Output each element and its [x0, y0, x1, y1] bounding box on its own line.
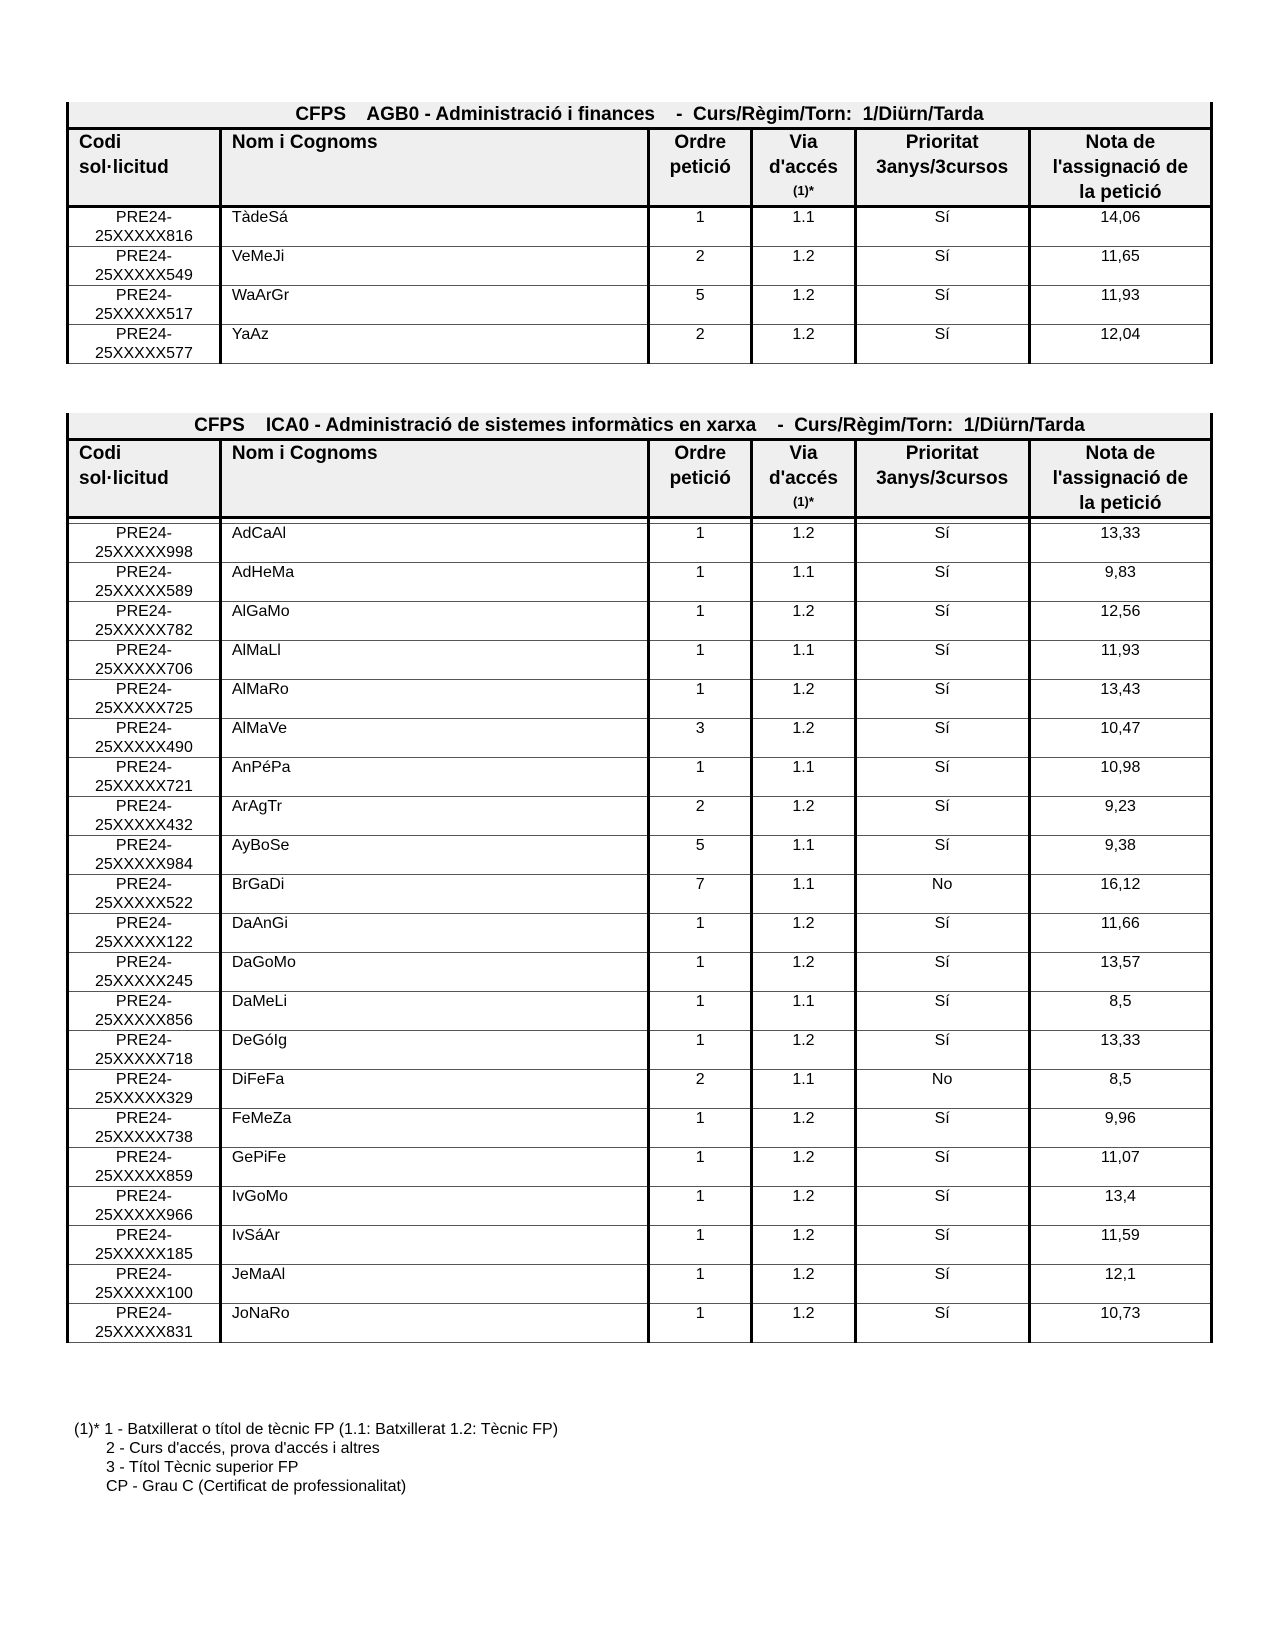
table-row: [68, 836, 1212, 875]
assignment-grade: 13,43: [1029, 680, 1211, 719]
request-order: 1: [649, 758, 752, 797]
assignment-grade: 11,93: [1029, 286, 1211, 325]
table-row: [68, 1070, 1212, 1109]
applicant-name: FeMeZa: [220, 1109, 648, 1148]
priority: Sí: [855, 1187, 1029, 1226]
request-code: PRE24- 25XXXXX122: [68, 914, 221, 953]
priority: Sí: [855, 1265, 1029, 1304]
applicant-name: AlMaRo: [220, 680, 648, 719]
request-order: 1: [649, 914, 752, 953]
request-code: PRE24- 25XXXXX706: [68, 641, 221, 680]
priority: Sí: [855, 602, 1029, 641]
col-header-order: Ordre petició: [649, 129, 752, 207]
table-row: [68, 602, 1212, 641]
table-row: [68, 641, 1212, 680]
access-route: 1.2: [752, 914, 855, 953]
priority: No: [855, 875, 1029, 914]
request-order: 1: [649, 1265, 752, 1304]
assignment-grade: 9,96: [1029, 1109, 1211, 1148]
assignment-grade: 11,66: [1029, 914, 1211, 953]
assignment-grade: 13,4: [1029, 1187, 1211, 1226]
table-row: [68, 992, 1212, 1031]
request-code: PRE24- 25XXXXX517: [68, 286, 221, 325]
table-title-row: [68, 102, 1212, 129]
access-route: 1.1: [752, 563, 855, 602]
table-title: CFPS AGB0 - Administració i finances - Curs/Règim/Torn: 1/Diürn/Tarda: [68, 102, 1212, 129]
table-row: [68, 247, 1212, 286]
applicant-name: AyBoSe: [220, 836, 648, 875]
table-title-row: [68, 413, 1212, 440]
request-code: PRE24- 25XXXXX984: [68, 836, 221, 875]
col-header-via: Via d'accés (1)*: [752, 129, 855, 207]
request-order: 5: [649, 836, 752, 875]
access-route: 1.2: [752, 719, 855, 758]
request-code: PRE24- 25XXXXX859: [68, 1148, 221, 1187]
col-header-grade: Nota de l'assignació de la petició: [1029, 440, 1211, 518]
request-code: PRE24- 25XXXXX549: [68, 247, 221, 286]
applicant-name: YaAz: [220, 325, 648, 364]
applicant-name: ArAgTr: [220, 797, 648, 836]
request-order: 1: [649, 1031, 752, 1070]
applicant-name: TàdeSá: [220, 207, 648, 247]
access-route: 1.2: [752, 1304, 855, 1343]
applicant-name: JeMaAl: [220, 1265, 648, 1304]
access-route: 1.2: [752, 797, 855, 836]
request-code: PRE24- 25XXXXX998: [68, 524, 221, 563]
assignment-grade: 12,04: [1029, 325, 1211, 364]
table-row: [68, 1187, 1212, 1226]
col-header-name: Nom i Cognoms: [220, 440, 648, 518]
request-order: 5: [649, 286, 752, 325]
priority: Sí: [855, 992, 1029, 1031]
assignment-grade: 11,59: [1029, 1226, 1211, 1265]
request-code: PRE24- 25XXXXX721: [68, 758, 221, 797]
access-route: 1.2: [752, 1187, 855, 1226]
access-route: 1.2: [752, 1109, 855, 1148]
priority: Sí: [855, 1148, 1029, 1187]
request-code: PRE24- 25XXXXX782: [68, 602, 221, 641]
request-code: PRE24- 25XXXXX185: [68, 1226, 221, 1265]
assignment-grade: 8,5: [1029, 1070, 1211, 1109]
request-order: 1: [649, 524, 752, 563]
priority: Sí: [855, 563, 1029, 602]
request-order: 2: [649, 247, 752, 286]
request-code: PRE24- 25XXXXX856: [68, 992, 221, 1031]
header-row: [68, 129, 1212, 207]
col-header-priority: Prioritat 3anys/3cursos: [855, 440, 1029, 518]
assignment-grade: 16,12: [1029, 875, 1211, 914]
table-row: [68, 1109, 1212, 1148]
priority: Sí: [855, 719, 1029, 758]
request-order: 2: [649, 1070, 752, 1109]
priority: Sí: [855, 524, 1029, 563]
table-row: [68, 524, 1212, 563]
priority: Sí: [855, 286, 1029, 325]
table-row: [68, 1226, 1212, 1265]
col-header-grade: Nota de l'assignació de la petició: [1029, 129, 1211, 207]
access-route: 1.1: [752, 992, 855, 1031]
request-order: 1: [649, 602, 752, 641]
access-route: 1.1: [752, 641, 855, 680]
col-header-code: Codi sol·licitud: [68, 129, 221, 207]
access-route: 1.2: [752, 953, 855, 992]
access-route: 1.2: [752, 602, 855, 641]
request-code: PRE24- 25XXXXX432: [68, 797, 221, 836]
priority: No: [855, 1070, 1029, 1109]
col-header-code: Codi sol·licitud: [68, 440, 221, 518]
footnote-line: 3 - Títol Tècnic superior FP: [106, 1459, 299, 1476]
request-order: 1: [649, 992, 752, 1031]
access-route: 1.2: [752, 1031, 855, 1070]
applicant-name: JoNaRo: [220, 1304, 648, 1343]
priority: Sí: [855, 914, 1029, 953]
applicant-name: DiFeFa: [220, 1070, 648, 1109]
access-route: 1.1: [752, 207, 855, 247]
request-order: 1: [649, 1148, 752, 1187]
assignment-grade: 13,33: [1029, 1031, 1211, 1070]
applicant-name: DaMeLi: [220, 992, 648, 1031]
table-row: [68, 875, 1212, 914]
request-order: 1: [649, 641, 752, 680]
request-order: 1: [649, 1187, 752, 1226]
request-order: 3: [649, 719, 752, 758]
request-code: PRE24- 25XXXXX100: [68, 1265, 221, 1304]
applicant-name: IvSáAr: [220, 1226, 648, 1265]
access-route: 1.2: [752, 247, 855, 286]
applicant-name: AlMaLl: [220, 641, 648, 680]
access-route: 1.2: [752, 680, 855, 719]
table-row: [68, 1304, 1212, 1343]
request-order: 1: [649, 1109, 752, 1148]
table-row: [68, 207, 1212, 247]
applicant-name: WaArGr: [220, 286, 648, 325]
footnote-line: CP - Grau C (Certificat de professionalitat): [106, 1478, 407, 1495]
request-code: PRE24- 25XXXXX522: [68, 875, 221, 914]
request-order: 7: [649, 875, 752, 914]
assignment-grade: 14,06: [1029, 207, 1211, 247]
applicant-name: DeGóIg: [220, 1031, 648, 1070]
access-route: 1.2: [752, 286, 855, 325]
applicant-name: AdCaAl: [220, 524, 648, 563]
assignment-grade: 11,93: [1029, 641, 1211, 680]
access-route: 1.2: [752, 1265, 855, 1304]
assignment-grade: 13,57: [1029, 953, 1211, 992]
request-order: 1: [649, 680, 752, 719]
table-agb0: [66, 102, 1213, 364]
footnote-line: (1)* 1 - Batxillerat o títol de tècnic FP (1.1: Batxillerat 1.2: Tècnic FP): [74, 1421, 559, 1438]
applicant-name: AlGaMo: [220, 602, 648, 641]
priority: Sí: [855, 953, 1029, 992]
table-row: [68, 1265, 1212, 1304]
assignment-grade: 9,23: [1029, 797, 1211, 836]
access-route: 1.1: [752, 875, 855, 914]
request-code: PRE24- 25XXXXX589: [68, 563, 221, 602]
table-title: CFPS ICA0 - Administració de sistemes informàtics en xarxa - Curs/Règim/Torn: 1/Diürn/Tarda: [68, 413, 1212, 440]
table-row: [68, 563, 1212, 602]
request-order: 1: [649, 563, 752, 602]
access-route: 1.1: [752, 1070, 855, 1109]
request-code: PRE24- 25XXXXX966: [68, 1187, 221, 1226]
priority: Sí: [855, 207, 1029, 247]
assignment-grade: 11,65: [1029, 247, 1211, 286]
applicant-name: VeMeJi: [220, 247, 648, 286]
col-header-priority: Prioritat 3anys/3cursos: [855, 129, 1029, 207]
applicant-name: BrGaDi: [220, 875, 648, 914]
table-ica0: [66, 413, 1213, 1343]
access-route: 1.2: [752, 1148, 855, 1187]
priority: Sí: [855, 758, 1029, 797]
applicant-name: IvGoMo: [220, 1187, 648, 1226]
col-header-via: Via d'accés (1)*: [752, 440, 855, 518]
priority: Sí: [855, 1226, 1029, 1265]
request-order: 2: [649, 797, 752, 836]
access-route: 1.2: [752, 524, 855, 563]
request-code: PRE24- 25XXXXX738: [68, 1109, 221, 1148]
request-order: 1: [649, 1304, 752, 1343]
assignment-grade: 10,73: [1029, 1304, 1211, 1343]
col-header-name: Nom i Cognoms: [220, 129, 648, 207]
table-row: [68, 286, 1212, 325]
assignment-grade: 10,47: [1029, 719, 1211, 758]
assignment-grade: 13,33: [1029, 524, 1211, 563]
access-route: 1.2: [752, 1226, 855, 1265]
header-row: [68, 440, 1212, 518]
request-code: PRE24- 25XXXXX725: [68, 680, 221, 719]
assignment-grade: 9,83: [1029, 563, 1211, 602]
assignment-grade: 11,07: [1029, 1148, 1211, 1187]
priority: Sí: [855, 836, 1029, 875]
request-code: PRE24- 25XXXXX245: [68, 953, 221, 992]
table-row: [68, 1031, 1212, 1070]
footnote: [74, 1420, 558, 1496]
request-order: 2: [649, 325, 752, 364]
priority: Sí: [855, 325, 1029, 364]
applicant-name: GePiFe: [220, 1148, 648, 1187]
applicant-name: AdHeMa: [220, 563, 648, 602]
priority: Sí: [855, 1031, 1029, 1070]
request-code: PRE24- 25XXXXX329: [68, 1070, 221, 1109]
priority: Sí: [855, 797, 1029, 836]
table-row: [68, 719, 1212, 758]
assignment-grade: 8,5: [1029, 992, 1211, 1031]
request-order: 1: [649, 1226, 752, 1265]
table-row: [68, 797, 1212, 836]
access-route: 1.1: [752, 758, 855, 797]
applicant-name: DaGoMo: [220, 953, 648, 992]
applicant-name: AnPéPa: [220, 758, 648, 797]
access-route: 1.2: [752, 325, 855, 364]
applicant-name: AlMaVe: [220, 719, 648, 758]
request-code: PRE24- 25XXXXX718: [68, 1031, 221, 1070]
access-route: 1.1: [752, 836, 855, 875]
applicant-name: DaAnGi: [220, 914, 648, 953]
table-row: [68, 1148, 1212, 1187]
priority: Sí: [855, 641, 1029, 680]
table-row: [68, 758, 1212, 797]
table-row: [68, 914, 1212, 953]
priority: Sí: [855, 680, 1029, 719]
request-code: PRE24- 25XXXXX490: [68, 719, 221, 758]
request-code: PRE24- 25XXXXX831: [68, 1304, 221, 1343]
assignment-grade: 10,98: [1029, 758, 1211, 797]
col-header-order: Ordre petició: [649, 440, 752, 518]
priority: Sí: [855, 1304, 1029, 1343]
assignment-grade: 12,1: [1029, 1265, 1211, 1304]
priority: Sí: [855, 247, 1029, 286]
footnote-line: 2 - Curs d'accés, prova d'accés i altres: [106, 1440, 380, 1457]
assignment-grade: 12,56: [1029, 602, 1211, 641]
table-row: [68, 953, 1212, 992]
request-order: 1: [649, 207, 752, 247]
request-code: PRE24- 25XXXXX577: [68, 325, 221, 364]
request-code: PRE24- 25XXXXX816: [68, 207, 221, 247]
priority: Sí: [855, 1109, 1029, 1148]
table-row: [68, 325, 1212, 364]
table-row: [68, 680, 1212, 719]
assignment-grade: 9,38: [1029, 836, 1211, 875]
request-order: 1: [649, 953, 752, 992]
